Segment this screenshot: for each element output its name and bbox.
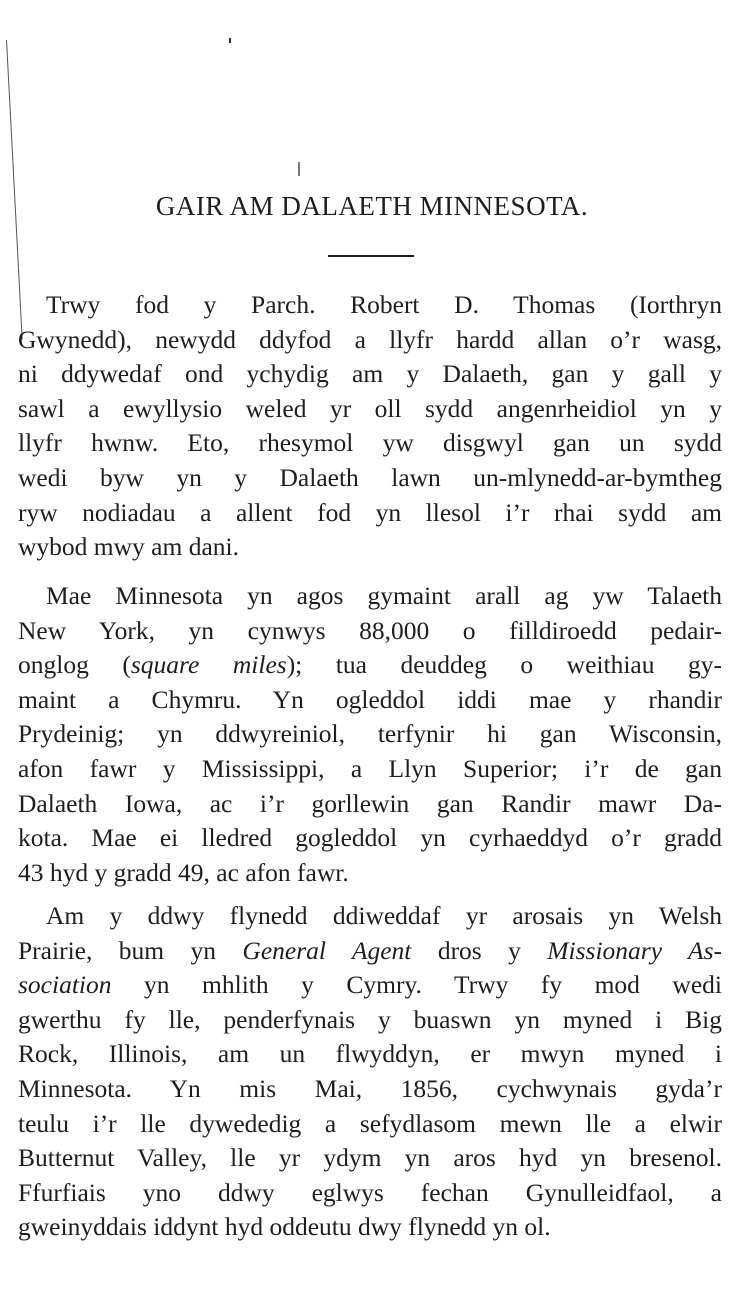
text-line: Am y ddwy flynedd ddiweddaf yr arosais yn Welsh bbox=[46, 901, 722, 930]
text-line: Minnesota. Yn mis Mai, 1856, cychwynais gyda’r bbox=[18, 1074, 722, 1103]
text-line: onglog (square miles); tua deuddeg o weithiau gy- bbox=[18, 650, 722, 680]
text-line: ni ddywedaf ond ychydig am y Dalaeth, gan y gall y bbox=[18, 359, 722, 389]
page-title: GAIR AM DALAETH MINNESOTA. bbox=[155, 191, 589, 221]
text-line: llyfr hwnw. Eto, rhesymol yw disgwyl gan un sydd bbox=[18, 428, 722, 458]
text-line: Dalaeth Iowa, ac i’r gorllewin gan Randir mawr Da- bbox=[18, 788, 722, 818]
text-line: Rock, Illinois, am un flwyddyn, er mwyn myned i bbox=[18, 1039, 722, 1069]
text-line: teulu i’r lle dywededig a sefydlasom mewn lle a elwir bbox=[18, 1108, 722, 1138]
text-line: Prairie, bum yn General Agent dros y Missionary As- bbox=[18, 935, 722, 965]
text-line: wybod mwy am dani. bbox=[18, 532, 239, 562]
dot-mark bbox=[229, 38, 231, 43]
text-line: maint a Chymru. Yn ogleddol iddi mae y rhandir bbox=[18, 684, 722, 714]
italic-term: General Agent bbox=[242, 935, 412, 965]
text-line: ryw nodiadau a allent fod yn llesol i’r rhai sydd am bbox=[18, 497, 722, 527]
text-line: Trwy fod y Parch. Robert D. Thomas (Iorthryn bbox=[46, 290, 722, 319]
text-line: 43 hyd y gradd 49, ac afon fawr. bbox=[18, 857, 349, 887]
italic-term: square miles bbox=[130, 650, 287, 680]
italic-term: sociation bbox=[18, 970, 112, 1000]
text-line: kota. Mae ei lledred gogleddol yn cyrhaeddyd o’r gradd bbox=[18, 823, 722, 853]
text-line: gweinyddais iddynt hyd oddeutu dwy flynedd yn ol. bbox=[18, 1212, 551, 1242]
text-line: afon fawr y Mississippi, a Llyn Superior; i’r de gan bbox=[18, 754, 722, 783]
text-line: Prydeinig; yn ddwyreiniol, terfynir hi gan Wisconsin, bbox=[18, 719, 722, 749]
title-rule bbox=[328, 255, 414, 257]
text-line: Gwynedd), newydd ddyfod a llyfr hardd allan o’r wasg, bbox=[18, 324, 722, 354]
text-line: sawl a ewyllysio weled yr oll sydd angenrheidiol yn y bbox=[18, 393, 722, 423]
dot-mark bbox=[298, 162, 300, 176]
text-line: Butternut Valley, lle yr ydym yn aros hyd yn bresenol. bbox=[18, 1143, 722, 1173]
text-line: Mae Minnesota yn agos gymaint arall ag yw Talaeth bbox=[46, 581, 722, 610]
text-line: wedi byw yn y Dalaeth lawn un-mlynedd-ar-bymtheg bbox=[18, 463, 722, 492]
text-line: sociation yn mhlith y Cymry. Trwy fy mod wedi bbox=[18, 970, 722, 1000]
italic-term: Missionary As- bbox=[547, 935, 722, 965]
text-line: Ffurfiais yno ddwy eglwys fechan Gynulleidfaol, a bbox=[18, 1177, 722, 1207]
text-line: gwerthu fy lle, penderfynais y buaswn yn myned i Big bbox=[18, 1004, 722, 1034]
text-line: New York, yn cynwys 88,000 o filldiroedd pedair- bbox=[18, 615, 722, 645]
